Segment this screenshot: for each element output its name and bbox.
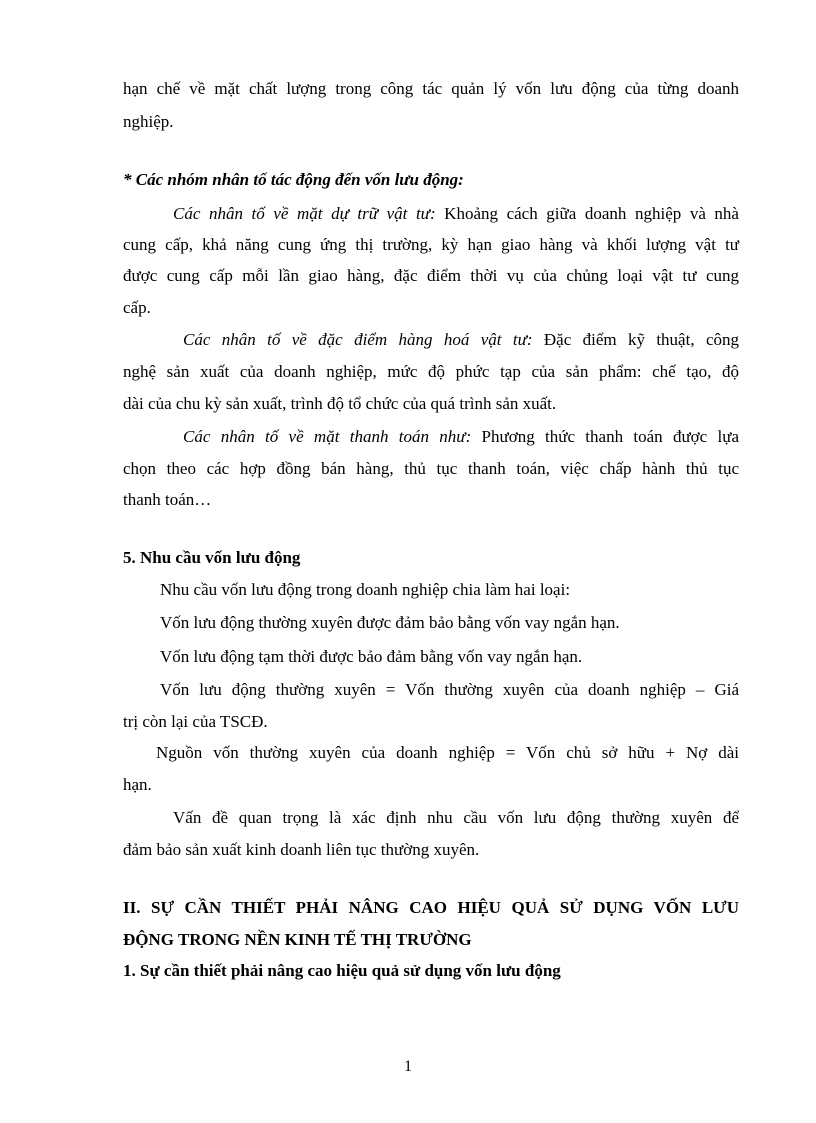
paragraph-line: trị còn lại của TSCĐ. — [123, 712, 268, 731]
chapter-heading: II. SỰ CẦN THIẾT PHẢI NÂNG CAO HIỆU QUẢ SỬ DỤNG VỐN LƯU — [123, 898, 739, 917]
section-heading: * Các nhóm nhân tố tác động đến vốn lưu động: — [123, 170, 464, 189]
paragraph-line: chọn theo các hợp đồng bán hàng, thủ tục thanh toán, việc chấp hành thủ tục — [123, 459, 739, 478]
paragraph-text: Đặc điểm kỹ thuật, công — [532, 330, 739, 349]
factor-label: Các nhân tố về mặt thanh toán như: — [183, 427, 472, 446]
paragraph-line — [173, 204, 739, 224]
chapter-heading: ĐỘNG TRONG NỀN KINH TẾ THỊ TRƯỜNG — [123, 930, 472, 949]
paragraph-line: dài của chu kỳ sản xuất, trình độ tổ chức của quá trình sản xuất. — [123, 394, 557, 413]
factor-label: Các nhân tố về mặt dự trữ vật tư: — [173, 204, 436, 223]
paragraph-text: Khoảng cách giữa doanh nghiệp và nhà — [435, 204, 739, 223]
section-heading: 5. Nhu cầu vốn lưu động — [123, 548, 301, 567]
paragraph-text: Phương thức thanh toán được lựa — [471, 427, 739, 446]
paragraph-line: Vốn lưu động thường xuyên được đảm bảo bằng vốn vay ngắn hạn. — [160, 613, 620, 632]
paragraph-line — [183, 330, 739, 350]
paragraph-line: cung cấp, khả năng cung ứng thị trường, kỳ hạn giao hàng và khối lượng vật tư — [123, 235, 739, 254]
paragraph-line: thanh toán… — [123, 490, 212, 509]
paragraph-line: hạn chế về mặt chất lượng trong công tác quản lý vốn lưu động của từng doanh — [123, 79, 739, 98]
paragraph-line: Vốn lưu động thường xuyên = Vốn thường xuyên của doanh nghiệp – Giá — [160, 680, 739, 699]
paragraph-line — [183, 427, 739, 447]
paragraph-line: Vấn đề quan trọng là xác định nhu cầu vốn lưu động thường xuyên để — [173, 808, 739, 827]
section-heading: 1. Sự cần thiết phải nâng cao hiệu quả sử dụng vốn lưu động — [123, 961, 561, 980]
paragraph-line: Nhu cầu vốn lưu động trong doanh nghiệp chia làm hai loại: — [160, 580, 571, 599]
paragraph-line: Nguồn vốn thường xuyên của doanh nghiệp = Vốn chủ sở hữu + Nợ dài — [156, 743, 739, 762]
paragraph-line: hạn. — [123, 775, 152, 794]
paragraph-line: cấp. — [123, 298, 151, 317]
paragraph-line: nghệ sản xuất của doanh nghiệp, mức độ phức tạp của sản phẩm: chế tạo, độ — [123, 362, 739, 381]
page-number: 1 — [404, 1058, 412, 1075]
factor-label: Các nhân tố về đặc điểm hàng hoá vật tư: — [183, 330, 533, 349]
paragraph-line: được cung cấp mỗi lần giao hàng, đặc điểm thời vụ của chủng loại vật tư cung — [123, 266, 739, 285]
paragraph-line: Vốn lưu động tạm thời được bảo đảm bằng vốn vay ngắn hạn. — [160, 647, 583, 666]
paragraph-line: nghiệp. — [123, 112, 174, 131]
paragraph-line: đảm bảo sản xuất kinh doanh liên tục thường xuyên. — [123, 840, 480, 859]
